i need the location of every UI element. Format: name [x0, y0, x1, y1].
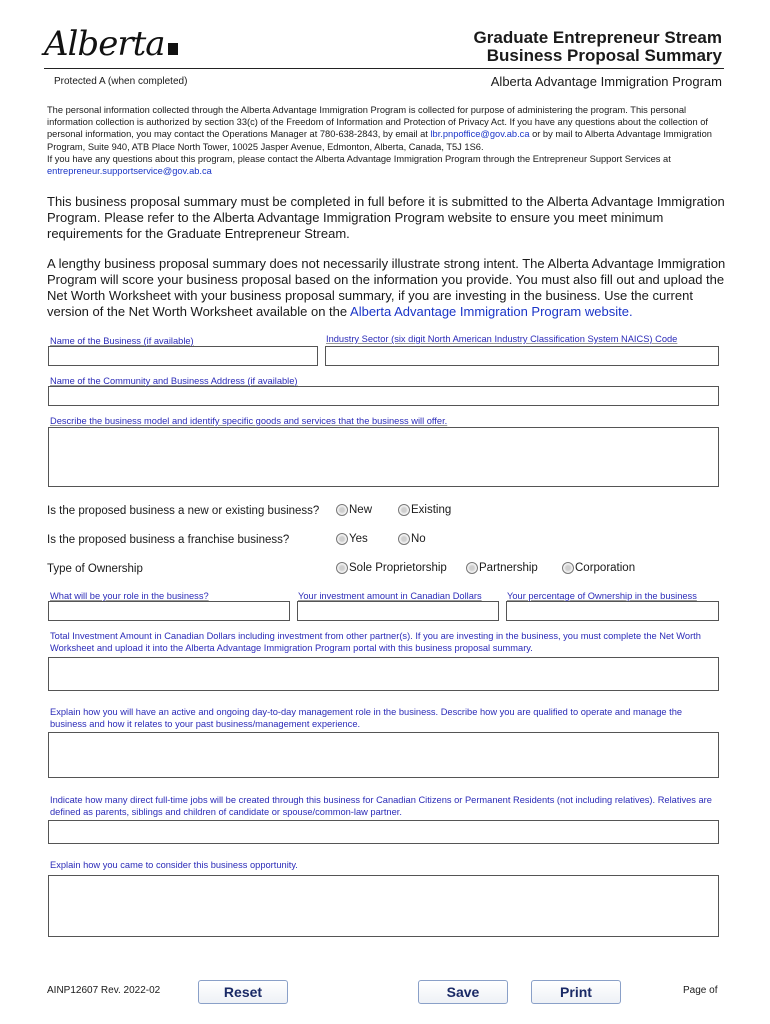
intro-paragraph-1: This business proposal summary must be completed in full before it is submitted to the Alberta Advantage Immigration Program. Please refer to the Alberta Advantage Immigration Program website to ensure you meet minimum requirements for the Graduate Entrepreneur Stream.: [47, 194, 725, 241]
logo-mark-icon: [168, 43, 178, 55]
investment-input[interactable]: [297, 601, 499, 621]
radio-button-icon[interactable]: [336, 562, 348, 574]
new-existing-question: Is the proposed business a new or existing business?: [47, 505, 320, 517]
franchise-question: Is the proposed business a franchise business?: [47, 534, 290, 546]
jobs-created-input[interactable]: [48, 820, 719, 844]
opportunity-textarea[interactable]: [48, 875, 719, 937]
form-code: AINP12607 Rev. 2022-02: [47, 985, 161, 996]
radio-partnership[interactable]: Partnership: [466, 562, 538, 574]
print-button[interactable]: Print: [531, 980, 621, 1004]
investment-label: Your investment amount in Canadian Dollars: [298, 591, 482, 601]
pnp-office-email-link[interactable]: lbr.pnpoffice@gov.ab.ca: [430, 129, 530, 140]
business-name-input[interactable]: [48, 346, 318, 366]
reset-button[interactable]: Reset: [198, 980, 288, 1004]
business-name-label: Name of the Business (if available): [50, 336, 194, 346]
business-model-label: Describe the business model and identify specific goods and services that the business will offer.: [50, 416, 448, 426]
ownership-type-question: Type of Ownership: [47, 563, 143, 575]
form-title-line2: Business Proposal Summary: [486, 46, 722, 65]
opportunity-label: Explain how you came to consider this business opportunity.: [50, 860, 298, 870]
industry-sector-input[interactable]: [325, 346, 719, 366]
privacy-statement: The personal information collected through the Alberta Advantage Immigration Program is collected for purpose of administering the program. This personal information collection is authorized by section 33(c) of the Freedom of Information and Protection of Privacy Act. If you have any questions about the collection of personal information, you may contact the Operations Manager at 780-638-2843, by email at lbr.pnpoffice@gov.ab.ca or by mail to Alberta Advantage Immigration Program, Suite 940, ATB Place North Tower, 10025 Jasper Avenue, Edmonton, Alberta, Canada, T5J 1S6. If you have any questions about this program, please contact the Alberta Advantage Immigration Program through the Entrepreneur Support Services at entrepreneur.supportservice@gov.ab.ca: [47, 105, 712, 177]
management-role-textarea[interactable]: [48, 732, 719, 778]
community-address-input[interactable]: [48, 386, 719, 406]
total-investment-label: Total Investment Amount in Canadian Dollars including investment from other partner(s). If you are investing in the business, you must complete the Net Worth Worksheet and upload it into the Alberta Advantage Immigration Program portal with this business proposal summary.: [50, 631, 701, 653]
radio-new[interactable]: New: [336, 504, 372, 516]
radio-button-icon[interactable]: [466, 562, 478, 574]
program-name: Alberta Advantage Immigration Program: [490, 74, 722, 89]
save-button[interactable]: Save: [418, 980, 508, 1004]
form-title-line1: Graduate Entrepreneur Stream: [473, 28, 722, 47]
header-divider: [44, 68, 724, 69]
program-website-link[interactable]: Alberta Advantage Immigration Program website.: [350, 304, 633, 319]
industry-sector-label: Industry Sector (six digit North American Industry Classification System NAICS) Code: [326, 334, 678, 344]
intro-paragraph-2: A lengthy business proposal summary does not necessarily illustrate strong intent. The Alberta Advantage Immigration Program will score your business proposal based on the information you provide. You must also fill out and upload the Net Worth Worksheet with your business proposal summary, if you are investing in the business. Use the current version of the Net Worth Worksheet available on the Alberta Advantage Immigration Program website.: [47, 256, 726, 319]
radio-button-icon[interactable]: [398, 533, 410, 545]
radio-corporation[interactable]: Corporation: [562, 562, 635, 574]
radio-button-icon[interactable]: [562, 562, 574, 574]
role-label: What will be your role in the business?: [50, 591, 209, 601]
community-address-label: Name of the Community and Business Address (if available): [50, 376, 298, 386]
radio-button-icon[interactable]: [398, 504, 410, 516]
support-service-email-link[interactable]: entrepreneur.supportservice@gov.ab.ca: [47, 166, 212, 177]
radio-button-icon[interactable]: [336, 533, 348, 545]
radio-existing[interactable]: Existing: [398, 504, 451, 516]
protected-notice: Protected A (when completed): [54, 76, 188, 87]
radio-no[interactable]: No: [398, 533, 426, 545]
ownership-percentage-input[interactable]: [506, 601, 719, 621]
radio-yes[interactable]: Yes: [336, 533, 368, 545]
alberta-logo: Alberta: [44, 24, 178, 64]
business-model-textarea[interactable]: [48, 427, 719, 487]
radio-sole-proprietorship[interactable]: Sole Proprietorship: [336, 562, 447, 574]
management-role-label: Explain how you will have an active and ongoing day-to-day management role in the business. Describe how you are qualified to operate and manage the business and how it relates to your past business/management experience.: [50, 707, 683, 729]
jobs-created-label: Indicate how many direct full-time jobs will be created through this business for Canadian Citizens or Permanent Residents (not including relatives). Relatives are defined as parents, siblings and children of candidate or spouse/common-law partner.: [50, 795, 712, 817]
page-number: Page of: [683, 985, 718, 996]
role-input[interactable]: [48, 601, 290, 621]
ownership-percentage-label: Your percentage of Ownership in the business: [507, 591, 697, 601]
radio-button-icon[interactable]: [336, 504, 348, 516]
total-investment-input[interactable]: [48, 657, 719, 691]
